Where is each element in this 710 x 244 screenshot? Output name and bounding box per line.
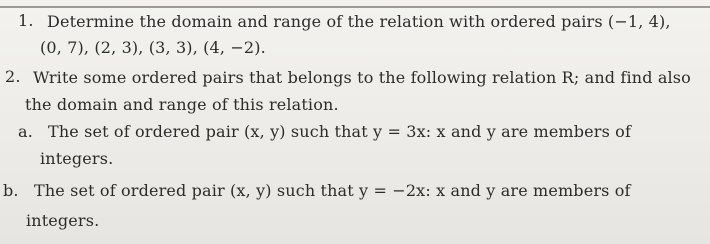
question-1-line-1: Determine the domain and range of the relation with ordered pairs (−1, 4), (47, 12, 671, 31)
part-a-line-2: integers. (40, 149, 114, 168)
part-b-line-2: integers. (26, 211, 100, 230)
question-1-number: 1. (18, 11, 34, 30)
part-a-line-1: The set of ordered pair (x, y) such that y = 3x: x and y are members of (48, 122, 632, 141)
question-2-number: 2. (5, 67, 21, 86)
question-1-line-2: (0, 7), (2, 3), (3, 3), (4, −2). (40, 38, 266, 57)
question-2-line-2: the domain and range of this relation. (25, 95, 339, 114)
part-a-label: a. (18, 122, 33, 141)
question-2-line-1: Write some ordered pairs that belongs to the following relation R; and find also (33, 68, 691, 87)
part-b-label: b. (3, 181, 19, 200)
top-border-line (0, 6, 710, 8)
part-b-line-1: The set of ordered pair (x, y) such that y = −2x: x and y are members of (34, 181, 631, 200)
